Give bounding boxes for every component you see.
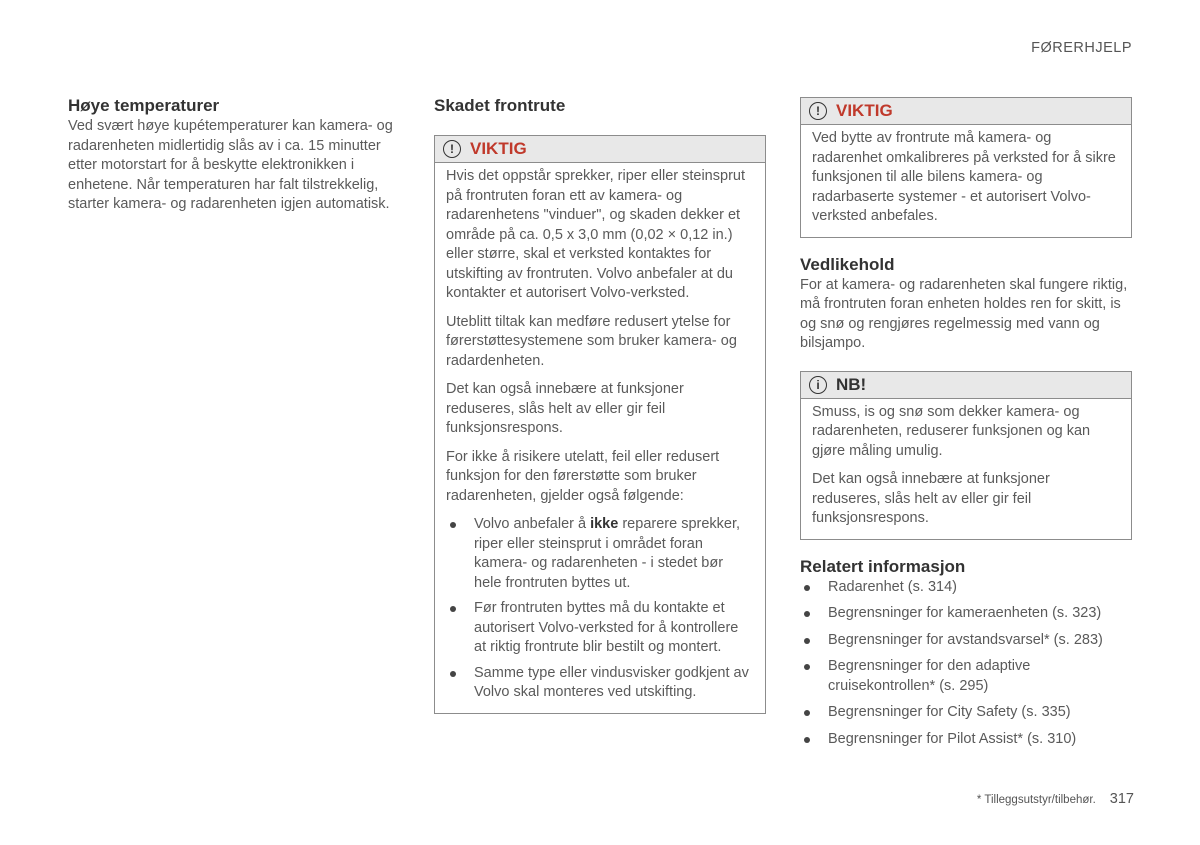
- warning-bullet: Volvo anbefaler å ikke reparere sprekker, riper eller steinsprut i området foran kamera- og radarenheten - i stedet bør hele frontruten byttes ut.: [446, 515, 754, 593]
- maintenance-text: For at kamera- og radarenheten skal fungere riktig, må frontruten foran enheten holdes ren for skitt, is og snø og rengjøres regelmessig med vann og bilsjampo.: [800, 276, 1128, 351]
- note-title: NB!: [836, 374, 867, 394]
- related-link[interactable]: Begrensninger for kameraenheten (s. 323): [800, 604, 1132, 624]
- warning-text: Ved bytte av frontrute må kamera- og radarenhet omkalibreres på verksted for å sikre funksjonen til alle bilens kamera- og radarbaserte systemer - et autorisert Volvo-verksted anbefales.: [812, 130, 1116, 224]
- warning-header: [435, 136, 765, 163]
- warning-body: [801, 125, 1131, 237]
- page-footer: [977, 791, 1134, 807]
- related-links-list: [800, 578, 1132, 750]
- heading-high-temperatures: Høye temperaturer: [68, 96, 220, 115]
- heading-damaged-windshield: Skadet frontrute: [434, 96, 566, 115]
- warning-paragraph: For ikke å risikere utelatt, feil eller redusert funksjon for den førerstøtte som bruker radarenheten, gjelder også følgende:: [446, 448, 720, 504]
- related-link[interactable]: Begrensninger for City Safety (s. 335): [800, 703, 1132, 723]
- note-paragraph: Det kan også innebære at funksjoner reduseres, slås helt av eller gir feil funksjonsrespons.: [812, 471, 1050, 526]
- warning-box-windshield: [434, 135, 766, 714]
- note-body: [801, 399, 1131, 539]
- section-header: FØRERHJELP: [1031, 40, 1132, 56]
- warning-box-recalibration: [800, 97, 1132, 238]
- related-link[interactable]: Radarenhet (s. 314): [800, 578, 1132, 598]
- note-paragraph: Smuss, is og snø som dekker kamera- og radarenheten, reduserer funksjonen og kan gjøre måling umulig.: [812, 403, 1091, 459]
- note-header: [801, 372, 1131, 399]
- warning-bullet-list: [446, 515, 754, 703]
- related-link[interactable]: Begrensninger for avstandsvarsel* (s. 283): [800, 631, 1132, 651]
- related-link[interactable]: Begrensninger for Pilot Assist* (s. 310): [800, 730, 1132, 750]
- heading-related-information: Relatert informasjon: [800, 556, 966, 576]
- column-left: [68, 96, 398, 215]
- warning-header: [801, 98, 1131, 125]
- warning-paragraph: Det kan også innebære at funksjoner reduseres, slås helt av eller gir feil funksjonsrespons.: [446, 381, 684, 436]
- warning-paragraph: Hvis det oppstår sprekker, riper eller steinsprut på frontruten foran ett av kamera- og radarenhetens "vinduer", og skaden dekker et område på ca. 0,5 x 3,0 mm (0,02 × 0,12 in.) eller større, skal et verksted kontaktes for utskifting av frontruten. Volvo anbefaler at du kontakter et autorisert Volvo-verksted.: [446, 168, 745, 301]
- warning-title: VIKTIG: [836, 101, 893, 120]
- note-box: [800, 371, 1132, 540]
- column-right: [800, 97, 1132, 756]
- exclamation-icon: !: [443, 140, 461, 158]
- heading-maintenance: Vedlikehold: [800, 254, 895, 274]
- warning-bullet: Før frontruten byttes må du kontakte et autorisert Volvo-verksted for å kontrollere at riktig frontrute blir bestilt og montert.: [446, 599, 754, 658]
- warning-paragraph: Uteblitt tiltak kan medføre redusert ytelse for førerstøttesystemene som bruker kamera- og radardenheten.: [446, 313, 737, 369]
- column-middle: [434, 96, 766, 714]
- exclamation-icon: !: [809, 102, 827, 120]
- warning-title: VIKTIG: [470, 139, 527, 158]
- warning-bullet: Samme type eller vindusvisker godkjent av Volvo skal monteres ved utskifting.: [446, 664, 754, 703]
- high-temperatures-text: Ved svært høye kupétemperaturer kan kamera- og radarenheten midlertidig slås av i ca. 15 minutter etter motorstart for å beskytte elektronikken i enhetene. Når temperaturen har falt tilstrekkelig, starter kamera- og radarenheten igjen automatisk.: [68, 118, 393, 212]
- related-link[interactable]: Begrensninger for den adaptive cruisekontrollen* (s. 295): [800, 657, 1132, 696]
- warning-body: [435, 163, 765, 713]
- footnote: * Tilleggsutstyr/tilbehør.: [976, 794, 1096, 806]
- page-number: 317: [1109, 791, 1134, 807]
- info-icon: i: [809, 376, 827, 394]
